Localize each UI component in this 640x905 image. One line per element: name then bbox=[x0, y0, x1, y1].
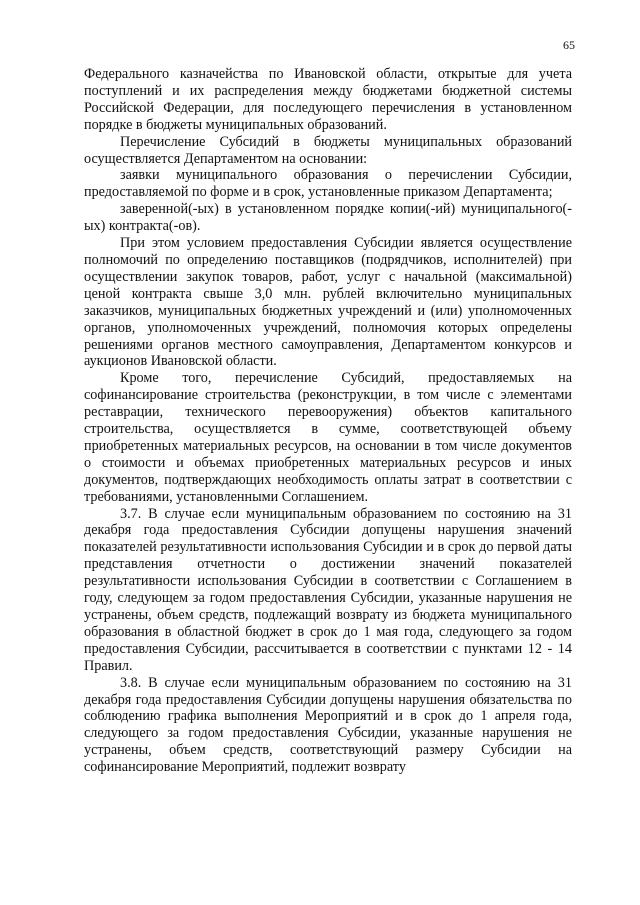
paragraph-condition: При этом условием предоставления Субсидии является осуществление полномочий по определению поставщиков (подрядчиков, исполнителей) при осуществлении закупок товаров, работ, услуг с начальной (максимальной) ценой контракта свыше 3,0 млн. рублей включительно муниципальных заказчиков, муниципальных бюджетных учреждений и (или) уполномоченных органов, уполномоченных учреждений, полномочия которых определены решениями органов местного самоуправления, Департаментом конкурсов и аукционов Ивановской области. bbox=[84, 235, 572, 370]
paragraph-cofinancing: Кроме того, перечисление Субсидий, предоставляемых на софинансирование строительства (реконструкции, в том числе с элементами реставрации, технического перевооружения) объектов капитального строительства, осуществляется в сумме, соответствующей объему приобретенных материальных ресурсов, на основании в том числе документов о стоимости и объемах приобретенных материальных ресурсов и иных документов, подтверждающих необходимость оплаты затрат в соответствии с требованиями, установленными Соглашением. bbox=[84, 370, 572, 505]
body-text bbox=[84, 66, 572, 776]
paragraph-3-7: 3.7. В случае если муниципальным образованием по состоянию на 31 декабря года предоставления Субсидии допущены нарушения значений показателей результативности использования Субсидии и в срок до первой даты представления отчетности о достижении значений показателей результативности использования Субсидии в соответствии с Соглашением в году, следующем за годом предоставления Субсидии, указанные нарушения не устранены, объем средств, подлежащий возврату из бюджета муниципального образования в областной бюджет в срок до 1 мая года, следующего за годом предоставления Субсидии, рассчитывается в соответствии с пунктами 12 - 14 Правил. bbox=[84, 505, 572, 674]
paragraph-transfer-basis: Перечисление Субсидий в бюджеты муниципальных образований осуществляется Департаментом на основании: bbox=[84, 133, 572, 167]
paragraph-3-8: 3.8. В случае если муниципальным образованием по состоянию на 31 декабря года предоставления Субсидии допущены нарушения обязательства по соблюдению графика выполнения Мероприятий и в срок до 1 апреля года, следующего за годом предоставления Субсидии, указанные нарушения не устранены, объем средств, соответствующий размеру Субсидии на софинансирование Мероприятий, подлежит возврату bbox=[84, 674, 572, 776]
paragraph-continuation: Федерального казначейства по Ивановской области, открытые для учета поступлений и их распределения между бюджетами бюджетной системы Российской Федерации, для последующего перечисления в установленном порядке в бюджеты муниципальных образований. bbox=[84, 66, 572, 133]
paragraph-contract-copy: заверенной(-ых) в установленном порядке копии(-ий) муниципального(-ых) контракта(-ов). bbox=[84, 201, 572, 235]
page-number: 65 bbox=[563, 38, 575, 52]
paragraph-application: заявки муниципального образования о перечислении Субсидии, предоставляемой по форме и в срок, установленные приказом Департамента; bbox=[84, 167, 572, 201]
